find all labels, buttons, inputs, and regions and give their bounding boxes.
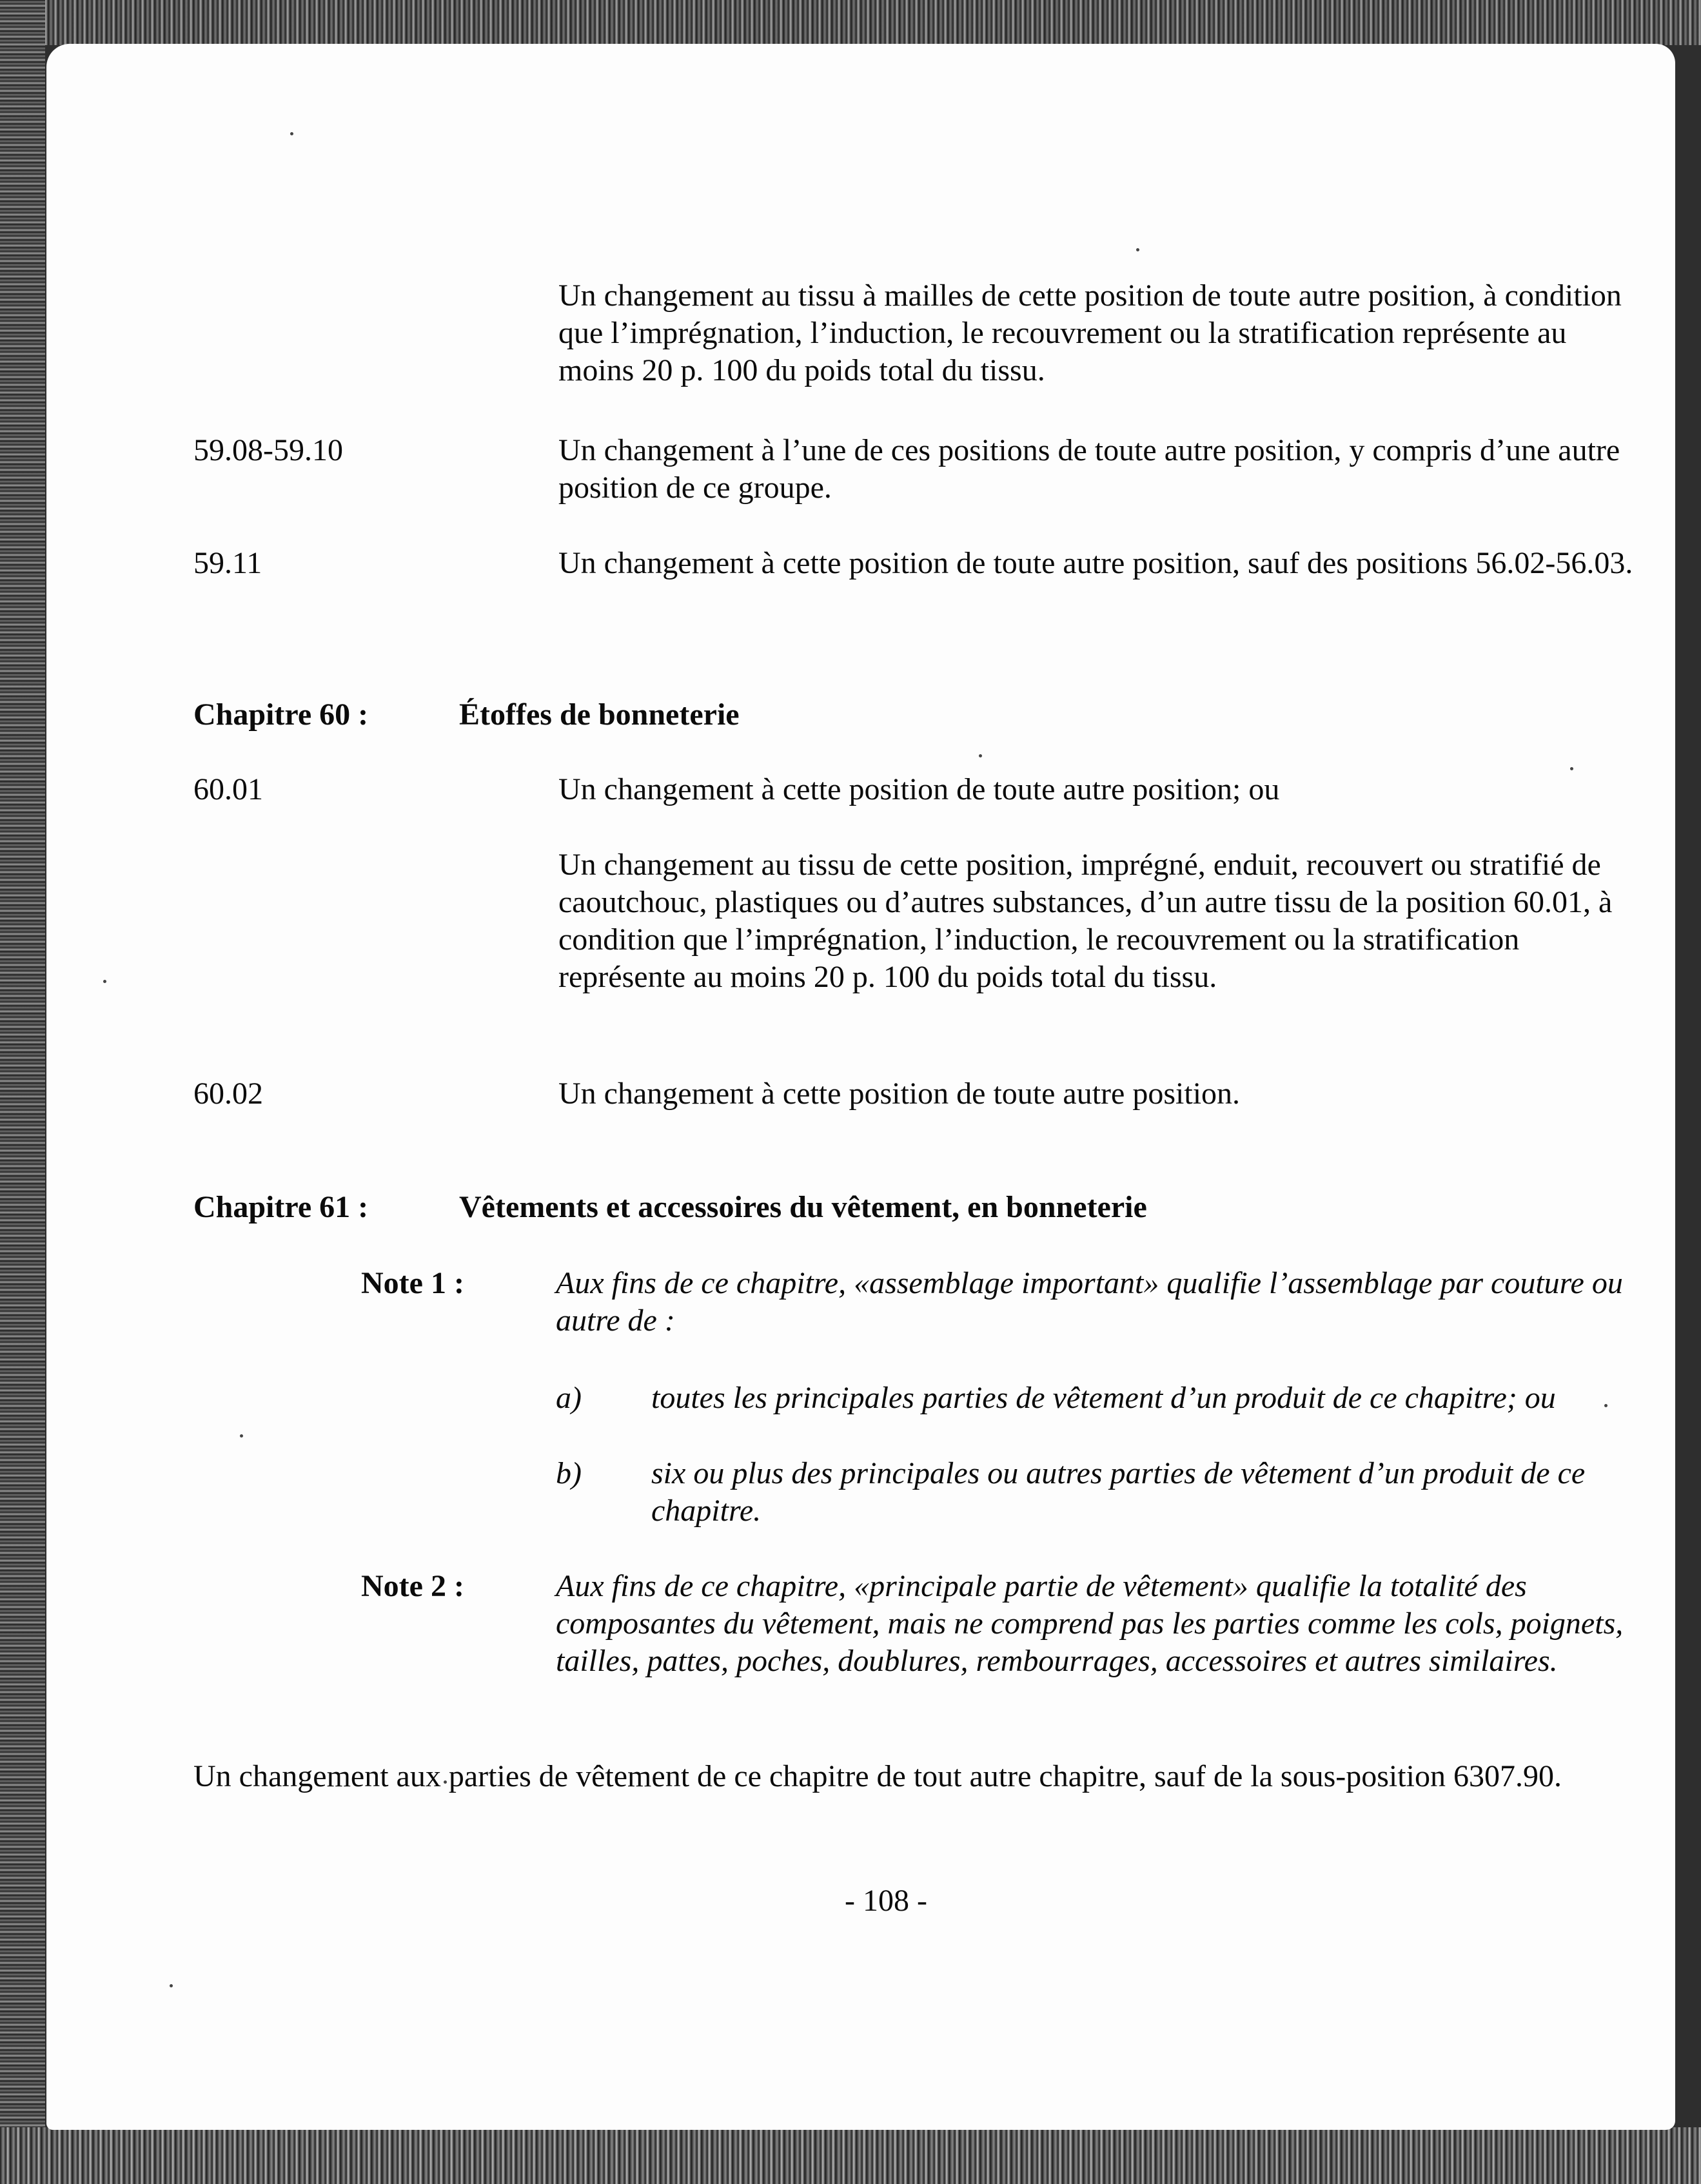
- rule-code: 60.02: [193, 1077, 263, 1111]
- scan-speck: [1570, 767, 1573, 770]
- chapter-61-rule: Un changement aux parties de vêtement de ce chapitre de tout autre chapitre, sauf de la sous-position 6307.90.: [193, 1759, 1562, 1793]
- chapter-60-label: Chapitre 60 :: [193, 697, 369, 732]
- scan-speck: [979, 754, 982, 757]
- note-1-item-text: toutes les principales parties de vêtement d’un produit de ce chapitre; ou: [651, 1381, 1556, 1415]
- note-1-label: Note 1 :: [361, 1266, 464, 1300]
- note-2-text: Aux fins de ce chapitre, «principale partie de vêtement» qualifie la totalité des composantes du vêtement, mais ne comprend pas les parties comme les cols, poignets, tailles, pattes, poches, doublures, rembourrages, accessoires et autres similaires.: [556, 1569, 1624, 1678]
- scan-border-left: [0, 0, 45, 2184]
- chapter-60-title: Étoffes de bonneterie: [459, 697, 740, 732]
- scan-speck: [1136, 248, 1139, 251]
- rule-code: 59.08-59.10: [193, 433, 343, 467]
- rule-text: Un changement à cette position de toute autre position; ou: [558, 772, 1280, 806]
- rule-text: Un changement à cette position de toute autre position, sauf des positions 56.02-56.03.: [558, 546, 1633, 580]
- note-2-label: Note 2 :: [361, 1569, 464, 1603]
- note-1-item-text: six ou plus des principales ou autres parties de vêtement d’un produit de ce chapitre.: [651, 1456, 1586, 1528]
- rule-text: Un changement à l’une de ces positions de toute autre position, y compris d’une autre position de ce groupe.: [558, 433, 1620, 505]
- chapter-61-label: Chapitre 61 :: [193, 1190, 369, 1224]
- chapter-61-title: Vêtements et accessoires du vêtement, en bonneterie: [459, 1190, 1147, 1224]
- intro-paragraph: Un changement au tissu à mailles de cette position de toute autre position, à condition que l’imprégnation, l’induction, le recouvrement ou la stratification représente au moins 20 p. 100 du poids total du tissu.: [558, 278, 1622, 387]
- page-number: - 108 -: [845, 1884, 927, 1918]
- scan-border-top: [0, 0, 1701, 45]
- note-1-text: Aux fins de ce chapitre, «assemblage important» qualifie l’assemblage par couture ou autre de :: [556, 1266, 1623, 1338]
- scan-speck: [103, 980, 106, 983]
- note-1-item-marker: a): [556, 1381, 582, 1415]
- rule-alt-text: Un changement au tissu de cette position, imprégné, enduit, recouvert ou stratifié de caoutchouc, plastiques ou d’autres substances, d’un autre tissu de la position 60.01, à condition que l’imprégnation, l’induction, le recouvrement ou la stratification représente au moins 20 p. 100 du poids total du tissu.: [558, 848, 1613, 994]
- rule-code: 60.01: [193, 772, 263, 806]
- scan-speck: [240, 1434, 243, 1438]
- scan-speck: [290, 132, 293, 135]
- rule-text: Un changement à cette position de toute autre position.: [558, 1077, 1241, 1111]
- scan-speck: [170, 1984, 173, 1987]
- note-1-item-marker: b): [556, 1456, 582, 1490]
- rule-code: 59.11: [193, 546, 262, 580]
- scan-border-bottom: [0, 2127, 1701, 2184]
